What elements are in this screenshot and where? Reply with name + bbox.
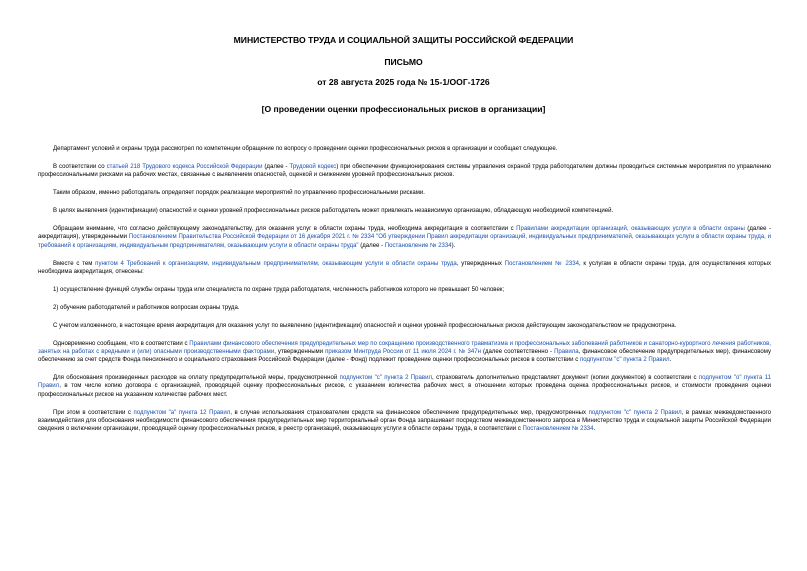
text: ) при обеспечении функционирования системы управления охраной труда работодателем должны проводиться системные мероприятия по управлению профессиональными рисками на рабочих местах, связанные с выявлением опасностей, оценкой и снижением уровней профессиональных рисков. [38,164,772,179]
link-accreditation-rules[interactable]: Правилами аккредитации организаций, оказывающих услуги в области охраны [516,226,745,233]
paragraph-article-218 [38,163,771,179]
paragraph-intro [38,145,771,153]
text: , к услугам в области охраны труда, для осуществления которых необходима аккредитация, отнесены: [38,260,771,275]
text: Вместе с тем [53,260,96,267]
link-decree-2334[interactable]: Постановлением № 2334 [522,426,594,433]
link-decree-2334[interactable]: Постановлением № 2334 [504,260,579,267]
text: 1) осуществление функций службы охраны труда или специалиста по охране труда работодателя, численность работников которого не превышает 50 человек; [53,286,505,293]
text: Обращаем внимание, что согласно действующему законодательству, для оказания услуг в области охраны труда, необходима аккредитация в соответствии с [53,226,517,233]
link-subparagraph-s-item-2[interactable]: подпунктом "с" пункта 2 Правил [339,375,433,382]
document-subject: [О проведении оценки профессиональных рисков в организации] [261,104,546,114]
paragraph-requirements [38,260,771,276]
paragraph-interagency [38,409,771,434]
list-item-2 [38,304,771,312]
text: (далее - аккредитация), утвержденными [38,226,771,241]
text: 2) обучение работодателей и работников вопросам охраны труда. [53,304,240,311]
text: , в случае использования страхователем средств на финансовое обеспечение предупредительных мер, предусмотренных [230,409,589,416]
link-subparagraph-s-item-2[interactable]: подпунктом "с" пункта 2 Правил [579,357,670,364]
text: , утвержденных [456,260,505,267]
paragraph-accreditation [38,225,771,250]
text: Для обоснования произведенных расходов на оплату предупредительной меры, предусмотренной [53,375,340,382]
text: Департамент условий и охраны труда рассмотрел по компетенции обращение по вопросу о проведении оценки профессиональных рисков в организации и сообщает следующее. [53,146,558,152]
link-government-decree-2334[interactable]: Постановлением Правительства Российской Федерации от 16 декабря 2021 г. № 2334 "Об утверждении Правил аккредитации организаций, индивидуальных предпринимателей, оказывающих услуги в области охраны труда, и требований к организациям, индивидуальным предпринимателям, оказывающим услуги в области охраны труда" [38,234,771,249]
text: , утвержденными [274,349,326,356]
text: Таким образом, именно работодатель определяет порядок реализации мероприятий по управлению профессиональными рисками. [53,190,425,197]
text: . [669,357,672,364]
paragraph-independent-org [38,207,771,215]
text: В соответствии со [53,164,107,170]
text: (далее - [262,164,290,170]
ministry-title: МИНИСТЕРСТВО ТРУДА И СОЦИАЛЬНОЙ ЗАЩИТЫ РОССИЙСКОЙ ФЕДЕРАЦИИ [233,35,574,45]
document-body [38,145,771,433]
text: В целях выявления (идентификации) опасностей и оценки уровней профессиональных рисков работодатель может привлекать независимую организацию, обладающую необходимой компетенцией. [53,208,614,215]
link-financing-rules[interactable]: Правилами финансового обеспечения предупредительных мер по сокращению производственного травматизма и профессиональных заболеваний работников и санаторно-курортного лечения работников, занятых на работах с вредными и (или) опасными производственными факторами [38,340,771,356]
document-number-date: от 28 августа 2025 года № 15-1/ООГ-1726 [317,77,490,87]
text: При этом в соответствии с [53,409,134,416]
link-rules[interactable]: Правила [554,349,579,356]
text: (далее - [358,242,385,249]
list-item-1 [38,286,771,294]
text: , финансовое обеспечение предупредительных мер), финансовому обеспечению за счет средств Фонда пенсионного и социального страхования Российской Федерации (далее - Фонд) подлежит проведение оценки профессиональных рисков в соответствии с [38,349,771,364]
link-order-347n[interactable]: приказом Минтруда России от 11 июля 2024 г. № 347н [325,349,481,356]
paragraph-conclusion [38,322,771,330]
text: , в том числе копию договора с организацией, проводящей оценку профессиональных рисков, с указанием количества рабочих мест, в отношении которых проведена оценка профессиональных рисков, и стоимости проведения оценки профессиональных рисков на указанном количестве рабочих мест. [38,383,771,398]
text: , страхователь дополнительно представляет документ (копии документов) в соответствии с [432,375,699,382]
paragraph-financing-rules [38,340,771,365]
text: Одновременно сообщаем, что в соответствии с [53,340,190,347]
link-labor-code[interactable]: Трудовой кодекс [289,164,337,170]
text: (далее соответственно - [480,349,555,356]
text: С учетом изложенного, в настоящее время аккредитация для оказания услуг по выявлению (идентификации) опасностей и оценки уровней профессиональных рисков действующим законодательством не предусмотрена. [53,322,677,329]
link-subparagraph-a-item-12[interactable]: подпунктом "а" пункта 12 Правил [133,409,231,416]
link-article-218[interactable]: статьей 218 Трудового кодекса Российской Федерации [106,164,263,170]
paragraph-employer-procedure [38,189,771,197]
paragraph-expense-justification [38,374,771,399]
text: . [593,426,596,433]
text: ). [451,242,456,249]
link-subparagraph-o-item-11[interactable]: подпунктом "о" пункта 11 Правил [38,375,771,390]
document-type: ПИСЬМО [384,57,423,67]
link-subparagraph-s-item-2[interactable]: подпунктом "с" пункта 2 Правил [588,409,682,416]
link-requirements-item-4[interactable]: пунктом 4 Требований к организациям, индивидуальным предпринимателям, оказывающим услуги в области охраны труда [95,260,457,267]
link-decree-2334[interactable]: Постановление № 2334 [384,242,452,249]
text: , в рамках межведомственного взаимодействия для обоснования необходимости финансового обеспечения предупредительных мер территориальный орган Фонда запрашивает посредством межведомственного запроса в Министерство труда и социальной защиты Российской Федерации сведения о включении организации, проводящей оценку профессиональных рисков, в реестр организаций, оказывающих услуги в области охраны труда, в соответствии с [38,409,771,433]
